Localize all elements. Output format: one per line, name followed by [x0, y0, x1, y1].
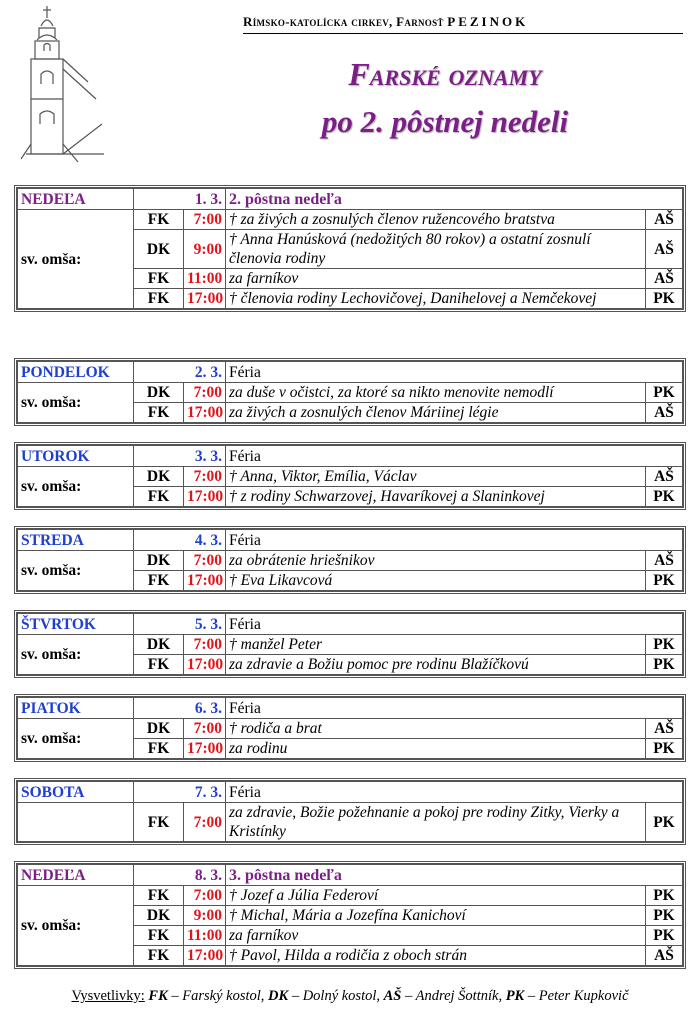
- mass-church: FK: [134, 487, 184, 507]
- mass-priest: PK: [645, 383, 682, 403]
- mass-church: DK: [134, 383, 184, 403]
- mass-row: [18, 803, 683, 842]
- mass-row: [18, 383, 683, 403]
- mass-intention: † Eva Likavcová: [226, 571, 646, 591]
- mass-time: 7:00: [184, 467, 226, 487]
- mass-intention: za živých a zosnulých členov Máriinej légie: [226, 403, 646, 423]
- mass-time: 9:00: [184, 230, 226, 269]
- legend-pk-abbr: PK: [505, 988, 525, 1004]
- mass-priest: PK: [645, 571, 682, 591]
- mass-time: 7:00: [184, 635, 226, 655]
- mass-church: FK: [134, 210, 184, 230]
- mass-time: 7:00: [184, 886, 226, 906]
- mass-priest: AŠ: [645, 230, 682, 269]
- mass-priest: AŠ: [645, 467, 682, 487]
- mass-label: sv. omša:: [18, 886, 134, 966]
- day-block-saturday: [14, 778, 686, 845]
- mass-intention: za rodinu: [226, 739, 646, 759]
- mass-church: FK: [134, 403, 184, 423]
- legend-label: Vysvetlivky:: [71, 988, 145, 1004]
- mass-row: [18, 886, 683, 906]
- mass-priest: PK: [645, 487, 682, 507]
- day-feast: Féria: [226, 362, 683, 383]
- legend-fk-abbr: FK: [148, 988, 168, 1004]
- mass-intention: † Pavol, Hilda a rodičia z oboch strán: [226, 946, 646, 966]
- day-block-tuesday: [14, 442, 686, 510]
- mass-time: 11:00: [184, 269, 226, 289]
- day-date: 1. 3.: [134, 189, 226, 210]
- mass-intention: † Anna, Viktor, Emília, Václav: [226, 467, 646, 487]
- day-name: UTOROK: [18, 446, 134, 467]
- mass-intention: † Michal, Mária a Jozefína Kanichoví: [226, 906, 646, 926]
- mass-intention: za duše v očistci, za ktoré sa nikto menovite nemodlí: [226, 383, 646, 403]
- day-name: STREDA: [18, 530, 134, 551]
- mass-priest: PK: [645, 655, 682, 675]
- mass-time: 17:00: [184, 571, 226, 591]
- mass-time: 11:00: [184, 926, 226, 946]
- mass-church: FK: [134, 886, 184, 906]
- mass-priest: PK: [645, 635, 682, 655]
- day-feast: 2. pôstna nedeľa: [226, 189, 683, 210]
- day-feast: Féria: [226, 614, 683, 635]
- mass-church: FK: [134, 946, 184, 966]
- mass-row: [18, 210, 683, 230]
- page-title: Farské oznamy: [348, 56, 542, 92]
- header-rule: [243, 33, 683, 34]
- mass-row: [18, 635, 683, 655]
- mass-church: FK: [134, 803, 184, 842]
- mass-intention: † manžel Peter: [226, 635, 646, 655]
- mass-priest: PK: [645, 289, 682, 309]
- mass-church: DK: [134, 635, 184, 655]
- mass-church: DK: [134, 230, 184, 269]
- day-block-wednesday: [14, 526, 686, 594]
- mass-label: sv. omša:: [18, 551, 134, 591]
- day-feast: Féria: [226, 698, 683, 719]
- mass-time: 17:00: [184, 946, 226, 966]
- day-feast: Féria: [226, 782, 683, 803]
- legend: [0, 988, 700, 1005]
- mass-label: sv. omša:: [18, 210, 134, 309]
- day-block-friday: [14, 694, 686, 762]
- day-block-thursday: [14, 610, 686, 678]
- mass-church: DK: [134, 467, 184, 487]
- day-name: NEDEĽA: [18, 189, 134, 210]
- mass-church: DK: [134, 906, 184, 926]
- mass-label: [18, 803, 134, 842]
- day-date: 7. 3.: [134, 782, 226, 803]
- church-tower-logo: [16, 4, 108, 164]
- mass-priest: PK: [645, 886, 682, 906]
- mass-priest: AŠ: [645, 210, 682, 230]
- day-block-sunday-2: [14, 861, 686, 969]
- mass-intention: † Jozef a Júlia Federoví: [226, 886, 646, 906]
- page-subtitle: po 2. pôstnej nedeli: [321, 104, 569, 139]
- mass-intention: za farníkov: [226, 269, 646, 289]
- day-date: 5. 3.: [134, 614, 226, 635]
- day-name: SOBOTA: [18, 782, 134, 803]
- day-feast: Féria: [226, 446, 683, 467]
- mass-church: FK: [134, 655, 184, 675]
- legend-fk-text: – Farský kostol,: [167, 988, 269, 1004]
- mass-label: sv. omša:: [18, 383, 134, 423]
- mass-intention: za obrátenie hriešnikov: [226, 551, 646, 571]
- mass-priest: AŠ: [645, 551, 682, 571]
- mass-time: 17:00: [184, 487, 226, 507]
- mass-time: 17:00: [184, 655, 226, 675]
- day-name: NEDEĽA: [18, 865, 134, 886]
- legend-as-abbr: AŠ: [383, 988, 402, 1004]
- mass-intention: za zdravie a Božiu pomoc pre rodinu Blažíčkovú: [226, 655, 646, 675]
- mass-row: [18, 467, 683, 487]
- day-date: 8. 3.: [134, 865, 226, 886]
- mass-time: 17:00: [184, 289, 226, 309]
- mass-time: 7:00: [184, 803, 226, 842]
- mass-church: FK: [134, 269, 184, 289]
- mass-intention: † za živých a zosnulých členov ružencového bratstva: [226, 210, 646, 230]
- mass-church: FK: [134, 571, 184, 591]
- mass-priest: PK: [645, 906, 682, 926]
- day-name: PIATOK: [18, 698, 134, 719]
- mass-intention: za zdravie, Božie požehnanie a pokoj pre rodiny Zitky, Vierky a Kristínky: [226, 803, 646, 842]
- day-date: 4. 3.: [134, 530, 226, 551]
- day-block-monday: [14, 358, 686, 426]
- mass-intention: † členovia rodiny Lechovičovej, Danihelovej a Nemčekovej: [226, 289, 646, 309]
- mass-priest: AŠ: [645, 946, 682, 966]
- mass-church: FK: [134, 739, 184, 759]
- mass-priest: PK: [645, 926, 682, 946]
- mass-time: 9:00: [184, 906, 226, 926]
- mass-priest: AŠ: [645, 403, 682, 423]
- day-name: ŠTVRTOK: [18, 614, 134, 635]
- mass-priest: AŠ: [645, 719, 682, 739]
- legend-as-text: – Andrej Šottník,: [401, 988, 506, 1004]
- day-date: 6. 3.: [134, 698, 226, 719]
- mass-row: [18, 551, 683, 571]
- mass-time: 7:00: [184, 551, 226, 571]
- day-feast: 3. pôstna nedeľa: [226, 865, 683, 886]
- legend-dk-text: – Dolný kostol,: [288, 988, 384, 1004]
- mass-time: 17:00: [184, 403, 226, 423]
- mass-time: 7:00: [184, 719, 226, 739]
- mass-row: [18, 719, 683, 739]
- day-block-sunday-1: [14, 185, 686, 312]
- mass-intention: za farníkov: [226, 926, 646, 946]
- mass-priest: PK: [645, 803, 682, 842]
- mass-intention: † rodiča a brat: [226, 719, 646, 739]
- mass-intention: † Anna Hanúsková (nedožitých 80 rokov) a ostatní zosnulí členovia rodiny: [226, 230, 646, 269]
- legend-dk-abbr: DK: [268, 988, 289, 1004]
- mass-intention: † z rodiny Schwarzovej, Havaríkovej a Slaninkovej: [226, 487, 646, 507]
- day-date: 3. 3.: [134, 446, 226, 467]
- mass-church: DK: [134, 719, 184, 739]
- mass-priest: AŠ: [645, 269, 682, 289]
- mass-label: sv. omša:: [18, 635, 134, 675]
- mass-time: 17:00: [184, 739, 226, 759]
- organization-name: Rímsko-katolícka cirkev, Farnosť PEZINOK: [243, 14, 529, 29]
- day-feast: Féria: [226, 530, 683, 551]
- mass-time: 7:00: [184, 383, 226, 403]
- mass-time: 7:00: [184, 210, 226, 230]
- day-date: 2. 3.: [134, 362, 226, 383]
- mass-label: sv. omša:: [18, 467, 134, 507]
- legend-pk-text: – Peter Kupkovič: [524, 988, 629, 1004]
- mass-church: DK: [134, 551, 184, 571]
- mass-label: sv. omša:: [18, 719, 134, 759]
- day-name: PONDELOK: [18, 362, 134, 383]
- mass-church: FK: [134, 289, 184, 309]
- mass-church: FK: [134, 926, 184, 946]
- mass-priest: PK: [645, 739, 682, 759]
